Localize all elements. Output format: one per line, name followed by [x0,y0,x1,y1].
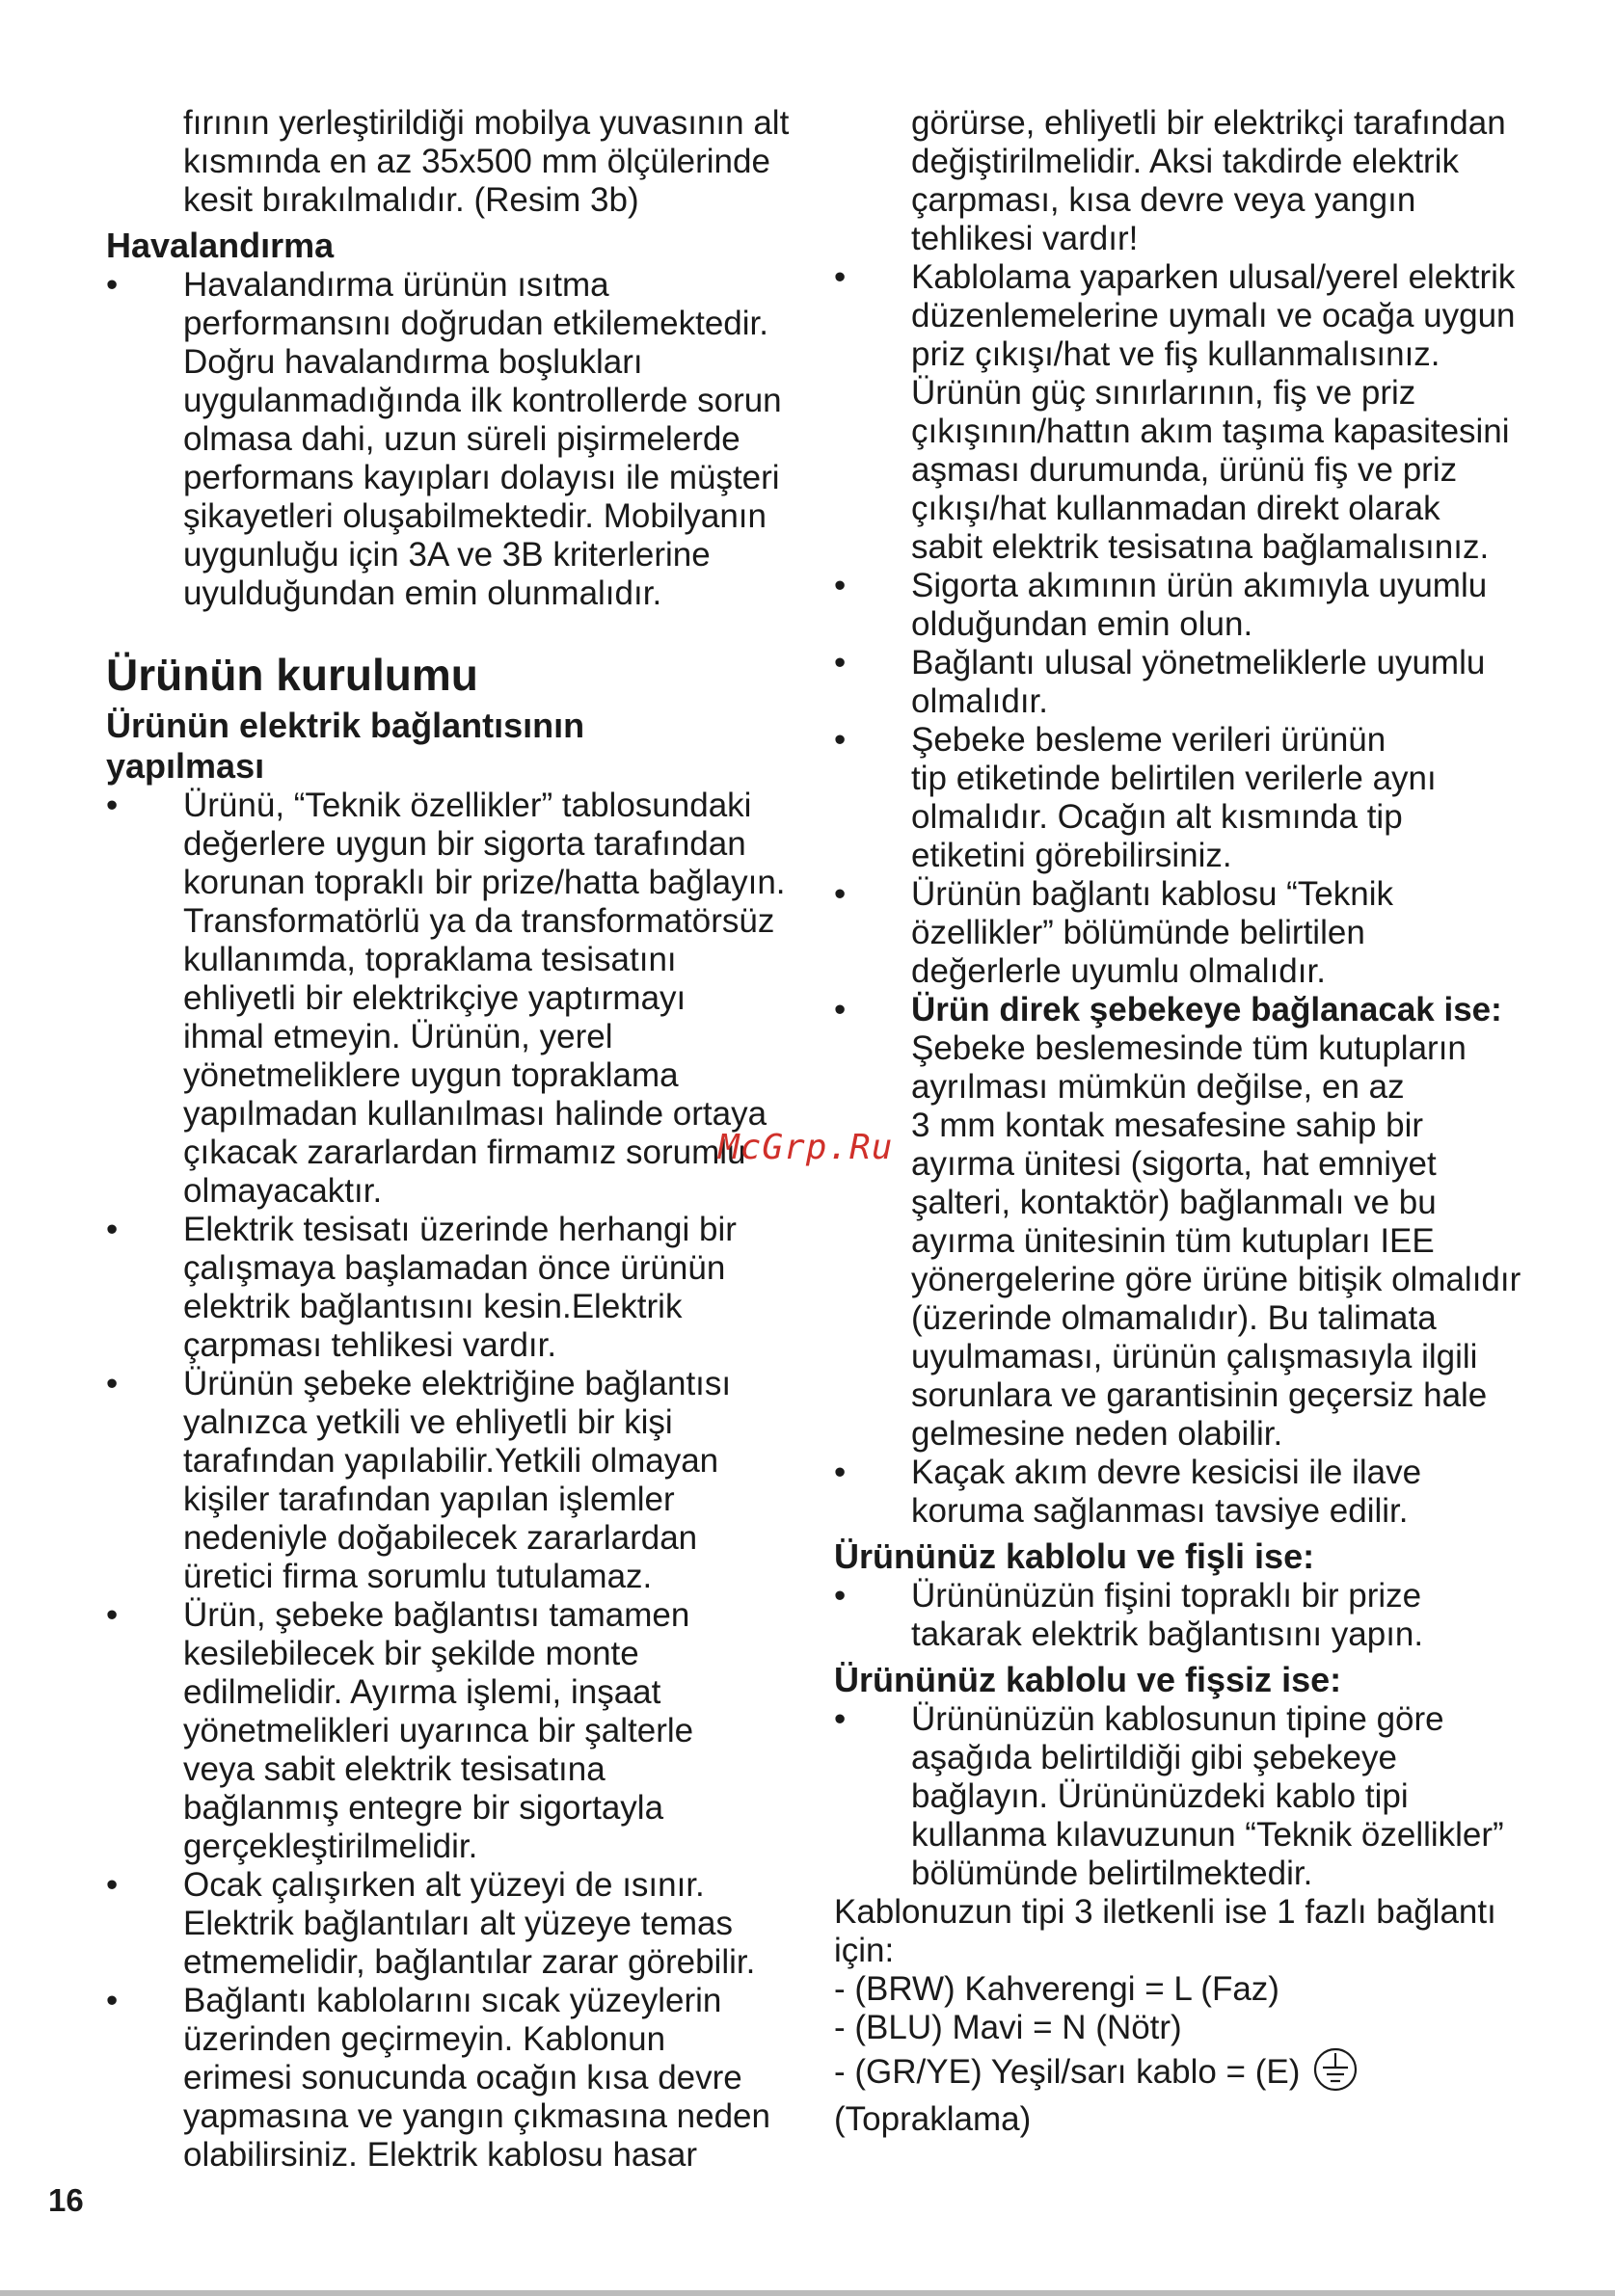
list-item [106,1211,791,1365]
intro-paragraph [106,104,791,220]
text-line: Şebeke besleme verileri ürünün [911,721,1386,759]
text-line: Ürün, şebeke bağlantısı tamamen [183,1596,690,1634]
text-line: tarafından yapılabilir.Yetkili olmayan [183,1442,719,1480]
text-line: Ürünün şebeke elektriğine bağlantısı [183,1365,732,1402]
text-line: yönetmeliklere uygun topraklama [183,1056,679,1094]
text-line: yönetmelikleri uyarınca bir şalterle [183,1712,694,1749]
list-item [106,1866,791,1982]
text-line: değiştirilmelidir. Aksi takdirde elektrik [911,143,1459,180]
text-line: uyulduğundan emin olunmalıdır. [183,574,662,612]
text-line: düzenlemelerine uymalı ve ocağa uygun [911,297,1516,334]
text-line: uygulanmadığında ilk kontrollerde sorun [183,382,782,419]
text-line: değerlerle uyumlu olmalıdır. [911,952,1326,990]
text-line: çarpması, kısa devre veya yangın [911,181,1416,219]
text-line: gerçekleştirilmelidir. [183,1828,478,1865]
bullet: • [106,1982,119,2019]
wire-green-yellow [834,2047,1528,2100]
text-line: performansını doğrudan etkilemektedir. [183,305,768,342]
text-line: Ürünü, “Teknik özellikler” tablosundaki [183,787,752,824]
wire-green-yellow-text: - (GR/YE) Yeşil/sarı kablo = (E) [834,2052,1301,2091]
text-line: gelmesine neden olabilir. [911,1415,1283,1453]
text-line: üretici firma sorumlu tutulamaz. [183,1558,653,1595]
text-line: ayırma ünitesinin tüm kutupları IEE [911,1222,1435,1260]
text-line: uygunluğu için 3A ve 3B kriterlerine [183,536,711,574]
text-line: bağlayın. Ürününüzdeki kablo tipi [911,1777,1409,1815]
no-plug-heading: Ürününüz kablolu ve fişsiz ise: [834,1660,1342,1699]
text-line: çıkışının/hattın akım taşıma kapasitesini [911,413,1510,450]
list-item [834,1700,1528,1893]
text-line: Havalandırma ürünün ısıtma [183,266,609,304]
text-line: olduğundan emin olun. [911,605,1253,643]
list-item [834,1454,1528,1531]
text-line: Ürünün bağlantı kablosu “Teknik [911,875,1394,913]
text-line: aşağıda belirtildiği gibi şebekeye [911,1739,1397,1776]
text-line: yönergelerine göre ürüne bitişik olmalıdır [911,1261,1521,1298]
text-line: korunan topraklı bir prize/hatta bağlayın. [183,864,786,901]
list-item [106,1982,791,2175]
text-line: erimesi sonucunda ocağın kısa devre [183,2059,742,2096]
list-item [834,875,1528,991]
text-line: 3 mm kontak mesafesine sahip bir [911,1107,1424,1144]
list-item [834,567,1528,644]
text-line: yalnızca yetkili ve ehliyetli bir kişi [183,1403,673,1441]
list-item [834,258,1528,567]
text-line: Kablolama yaparken ulusal/yerel elektrik [911,258,1516,296]
bullet: • [834,1700,847,1738]
text-line: kesit bırakılmalıdır. (Resim 3b) [183,181,639,219]
text-line: Elektrik tesisatı üzerinde herhangi bir [183,1211,737,1248]
left-column [106,104,791,2175]
bullet: • [834,567,847,604]
text-line: Şebeke beslemesinde tüm kutupların [911,1029,1467,1067]
cable-intro-line: için: [834,1932,895,1969]
bullet: • [834,258,847,296]
text-line: tehlikesi vardır! [911,220,1139,257]
text-line: ihmal etmeyin. Ürünün, yerel [183,1018,613,1055]
wire-blue: - (BLU) Mavi = N (Nötr) [834,2009,1182,2046]
list-item [834,721,1528,875]
text-line: tip etiketinde belirtilen verilerle aynı [911,760,1437,797]
list-item [834,991,1528,1454]
text-line: veya sabit elektrik tesisatına [183,1750,606,1788]
bullet: • [106,787,119,824]
bullet: • [834,721,847,759]
text-line: Ürününüzün kablosunun tipine göre [911,1700,1444,1738]
text-line: üzerinden geçirmeyin. Kablonun [183,2020,666,2058]
text-line: kısmında en az 35x500 mm ölçülerinde [183,143,770,180]
text-line: olmalıdır. Ocağın alt kısmında tip [911,798,1403,836]
cable-intro-line: Kablonuzun tipi 3 iletkenli ise 1 fazlı bağlantı [834,1893,1496,1931]
ventilation-heading: Havalandırma [106,226,335,265]
list-item [834,644,1528,721]
text-line: uyulmaması, ürünün çalışmasıyla ilgili [911,1338,1478,1375]
text-line: olmasa dahi, uzun süreli pişirmelerde [183,420,740,458]
text-line: bölümünde belirtilmektedir. [911,1855,1313,1892]
right-column [834,104,1528,2139]
text-line: Ocak çalışırken alt yüzeyi de ısınır. [183,1866,705,1904]
text-line: Bağlantı ulusal yönetmeliklerle uyumlu [911,644,1486,681]
bullet: • [106,1596,119,1634]
heading-line: Ürünün elektrik bağlantısının [106,706,585,745]
text-line: nedeniyle doğabilecek zararlardan [183,1519,698,1557]
text-line: performans kayıpları dolayısı ile müşteri [183,459,780,496]
text-line: Ürününüzün fişini topraklı bir prize [911,1577,1422,1615]
earth-ground-icon [1313,2047,1358,2100]
text-line: kullanma kılavuzunun “Teknik özellikler” [911,1816,1504,1854]
bullet: • [834,991,847,1028]
bullet: • [106,1866,119,1904]
text-line: takarak elektrik bağlantısını yapın. [911,1615,1424,1653]
text-line: çıkışı/hat kullanmadan direkt olarak [911,490,1440,527]
text-line: (üzerinde olmamalıdır). Bu talimata [911,1299,1437,1337]
list-item [106,787,791,1211]
bold-lead-in: Ürün direk şebekeye bağlanacak ise: [911,991,1502,1028]
plug-heading: Ürününüz kablolu ve fişli ise: [834,1536,1315,1576]
text-line: Transformatörlü ya da transformatörsüz [183,902,775,940]
text-line: olmayacaktır. [183,1172,383,1210]
text-line: ehliyetli bir elektrikçiye yaptırmayı [183,979,686,1017]
text-line: olmalıdır. [911,682,1048,720]
text-line: fırının yerleştirildiği mobilya yuvasının alt [183,104,790,142]
text-line: elektrik bağlantısını kesin.Elektrik [183,1288,683,1325]
text-line: Ürünün güç sınırlarının, fiş ve priz [911,374,1416,412]
text-line: olabilirsiniz. Elektrik kablosu hasar [183,2136,697,2174]
list-item [834,1577,1528,1654]
text-line: çalışmaya başlamadan önce ürünün [183,1249,726,1287]
bottom-rule [0,2290,1615,2296]
text-line: edilmelidir. Ayırma işlemi, inşaat [183,1673,661,1711]
text-line: çıkacak zararlardan firmamız sorumlu [183,1134,746,1171]
electrical-connection-heading [106,706,791,787]
list-item [106,266,791,613]
grounding-note: (Topraklama) [834,2100,1032,2138]
text-line: sabit elektrik tesisatına bağlamalısınız. [911,528,1490,566]
text-line: özellikler” bölümünde belirtilen [911,914,1365,951]
text-line: şikayetleri oluşabilmektedir. Mobilyanın [183,497,767,535]
text-line: çarpması tehlikesi vardır. [183,1326,557,1364]
bullet: • [834,875,847,913]
text-line: Kaçak akım devre kesicisi ile ilave [911,1454,1422,1491]
text-line: ayrılması mümkün değilse, en az [911,1068,1405,1106]
text-line: kullanımda, topraklama tesisatını [183,941,677,978]
watermark: McGrp.Ru [718,1128,894,1167]
continued-paragraph [834,104,1528,258]
bullet: • [834,644,847,681]
bullet: • [834,1577,847,1615]
text-line: görürse, ehliyetli bir elektrikçi tarafından [911,104,1506,142]
text-line: bağlanmış entegre bir sigortayla [183,1789,664,1827]
bullet: • [834,1454,847,1491]
text-line: aşması durumunda, ürünü fiş ve priz [911,451,1458,489]
text-line: sorunlara ve garantisinin geçersiz hale [911,1376,1488,1414]
bullet: • [106,1211,119,1248]
text-line: kesilebilecek bir şekilde monte [183,1635,639,1672]
text-line: Sigorta akımının ürün akımıyla uyumlu [911,567,1488,604]
wire-brown: - (BRW) Kahverengi = L (Faz) [834,1970,1279,2008]
text-line: Doğru havalandırma boşlukları [183,343,643,381]
text-line: etiketini görebilirsiniz. [911,837,1232,874]
text-line: ayırma ünitesi (sigorta, hat emniyet [911,1145,1437,1183]
text-line: priz çıkışı/hat ve fiş kullanmalısınız. [911,335,1440,373]
list-item [106,1596,791,1866]
text-line: etmemelidir, bağlantılar zarar görebilir. [183,1943,756,1981]
text-line: şalteri, kontaktör) bağlanmalı ve bu [911,1184,1437,1221]
bullet: • [106,1365,119,1402]
text-line: Elektrik bağlantıları alt yüzeye temas [183,1905,733,1942]
page-number: 16 [48,2182,84,2218]
text-line: koruma sağlanması tavsiye edilir. [911,1492,1409,1530]
text-line: yapmasına ve yangın çıkmasına neden [183,2097,770,2135]
bullet: • [106,266,119,304]
list-item [106,1365,791,1596]
heading-line: yapılması [106,746,265,786]
section-title: Ürünün kurulumu [106,650,478,700]
text-line: Bağlantı kablolarını sıcak yüzeylerin [183,1982,722,2019]
text-line: değerlere uygun bir sigorta tarafından [183,825,746,863]
text-line: kişiler tarafından yapılan işlemler [183,1481,675,1518]
text-line: yapılmadan kullanılması halinde ortaya [183,1095,767,1133]
